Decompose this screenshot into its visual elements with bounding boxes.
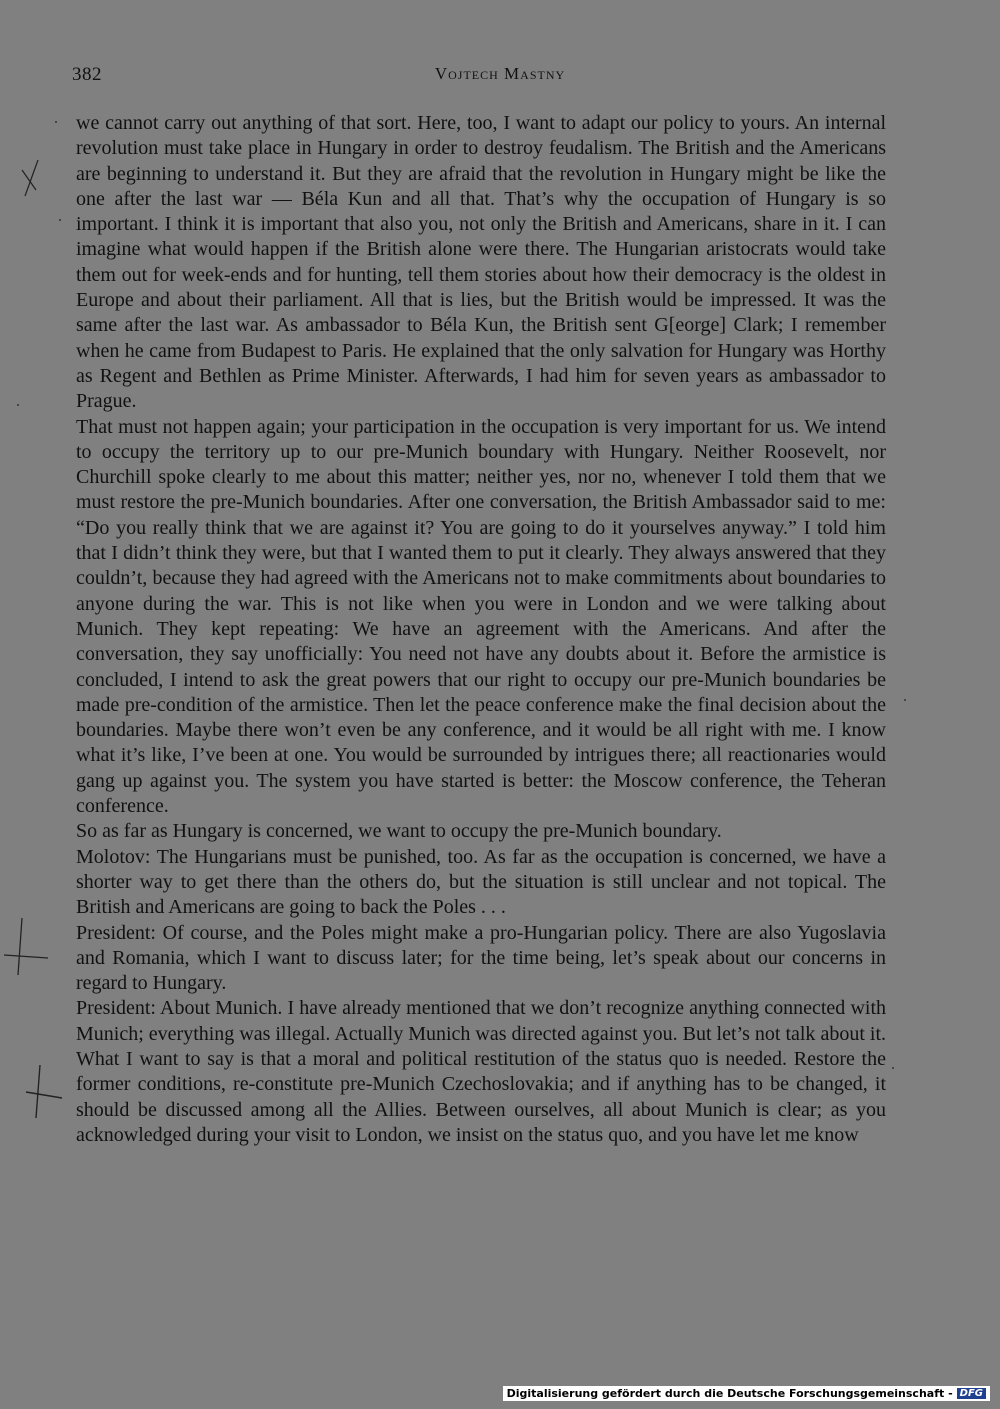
page-number: 382	[72, 64, 102, 85]
paragraph: President: Of course, and the Poles might make a pro-Hungarian policy. There are also Yugoslavia and Romania, which I want to discuss later; for the time being, let’s speak about our concerns in regard to Hungary.	[76, 921, 886, 995]
running-head: Vojtech Mastny	[434, 64, 566, 83]
credit-text: Digitalisierung gefördert durch die Deutsche Forschungsgemeinschaft -	[506, 1387, 953, 1400]
paragraph: Molotov: The Hungarians must be punished, too. As far as the occupation is concerned, we have a shorter way to get there than the others do, but the situation is still unclear and not topical. The British and Americans are going to back the Poles . . .	[76, 845, 886, 919]
paragraph: we cannot carry out anything of that sort. Here, too, I want to adapt our policy to yours. An internal revolution must take place in Hungary in order to destroy feudalism. The British and the Americans are beginning to understand it. But they are afraid that the revolution in Hungary might be like the one after the last war — Béla Kun and all that. That’s why the occupation of Hungary is so important. I think it is important that also you, not only the British and Americans, share in it. I can imagine what would happen if the British alone were there. The Hungarian aristocrats would take them out for week-ends and for hunting, tell them stories about how their democracy is the oldest in Europe and about their parliament. All that is lies, but the British would be impressed. It was the same after the last war. As ambassador to Béla Kun, the British sent G[eorge] Clark; I remember when he came from Budapest to Paris. He explained that the only salvation for Hungary was Horthy as Regent and Bethlen as Prime Minister. Afterwards, I had him for seven years as ambassador to Prague.	[76, 112, 886, 413]
pencil-cross-mark-bottom	[26, 1065, 62, 1118]
body-text	[76, 111, 886, 1148]
paragraph: So as far as Hungary is concerned, we want to occupy the pre-Munich boundary.	[76, 820, 722, 843]
pencil-cross-mark-middle	[4, 918, 48, 975]
digitization-credit	[503, 1386, 990, 1401]
pencil-cross-mark-top	[22, 160, 38, 196]
dfg-logo: DFG	[957, 1388, 986, 1399]
paragraph: President: About Munich. I have already mentioned that we don’t recognize anything connected with Munich; everything was illegal. Actually Munich was directed against you. But let’s not talk about it. What I want to say is that a moral and political restitution of the status quo is needed. Restore the former conditions, re-constitute pre-Munich Czechoslovakia; and if anything has to be changed, it should be discussed among all the Allies. Between ourselves, all about Munich is clear; as you acknowledged during your visit to London, we insist on the status quo, and you have let me know	[76, 997, 886, 1146]
paragraph: That must not happen again; your participation in the occupation is very important for us. We intend to occupy the territory up to our pre-Munich boundary with Hungary. Neither Roosevelt, nor Churchill spoke clearly to me about this matter; neither yes, nor no, whenever I told them that we must restore the pre-Munich boundaries. After one conversation, the British Ambassador said to me: “Do you really think that we are against it? You are going to do it yourselves anyway.” I told him that I didn’t think they were, but that I wanted them to put it clearly. They always answered that they couldn’t, because they had agreed with the Americans not to make commitments about boundaries to anyone during the war. This is not like when you were in London and we were talking about Munich. They kept repeating: We have an agreement with the Americans. And after the conversation, they say unofficially: You need not have any doubts about it. Before the armistice is concluded, I intend to ask the great powers that our right to occupy our pre-Munich boundaries be made pre-condition of the armistice. Then let the peace conference make the final decision about the boundaries. Maybe there won’t even be any conference, and it would be all right with me. I know what it’s like, I’ve been at one. You would be surrounded by intrigues there; all reactionaries would gang up against you. The system you have started is better: the Moscow conference, the Teheran conference.	[76, 415, 886, 818]
